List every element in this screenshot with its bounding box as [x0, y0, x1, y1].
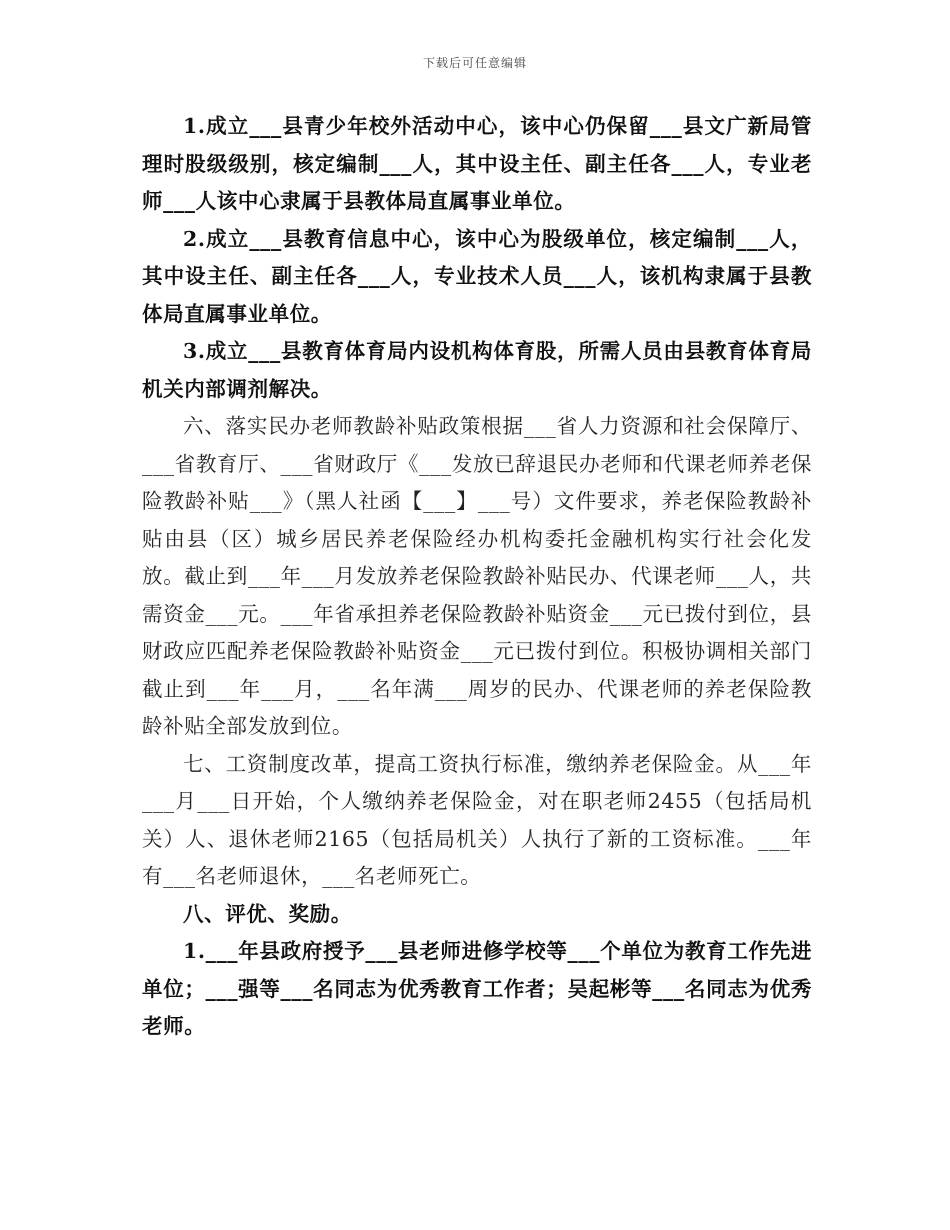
paragraph-section-seven: 七、工资制度改革，提高工资执行标准，缴纳养老保险金。从___年___月___日开始，个人缴纳养老保险金，对在职老师2455（包括局机关）人、退休老师2165（包括局机关）人执行了新的工资标准。___年有___名老师退休，___名老师死亡。: [142, 751, 812, 888]
paragraph-sports-section: 3.成立___县教育体育局内设机构体育股，所需人员由县教育体育局机关内部调剂解决。: [142, 339, 812, 401]
paragraph-section-six: 六、落实民办老师教龄补贴政策根据___省人力资源和社会保障厅、___省教育厅、___省财政厅《___发放已辞退民办老师和代课老师养老保险教龄补贴___》（黑人社函【___】___号）文件要求，养老保险教龄补贴由县（区）城乡居民养老保险经办机构委托金融机构实行社会化发放。截止到___年___月发放养老保险教龄补贴民办、代课老师___人，共需资金___元。___年省承担养老保险教龄补贴资金___元已拨付到位，县财政应匹配养老保险教龄补贴资金___元已拨付到位。积极协调相关部门截止到___年___月，___名年满___周岁的民办、代课老师的养老保险教龄补贴全部发放到位。: [142, 414, 812, 738]
paragraph-awards: 1.___年县政府授予___县老师进修学校等___个单位为教育工作先进单位；___强等___名同志为优秀教育工作者；吴起彬等___名同志为优秀老师。: [142, 939, 812, 1038]
page-header: 下载后可任意编辑: [422, 56, 527, 70]
paragraph-youth-center: 1.成立___县青少年校外活动中心，该中心仍保留___县文广新局管理时股级级别，核定编制___人，其中设主任、副主任各___人，专业老师___人该中心隶属于县教体局直属事业单位。: [142, 114, 812, 213]
section-heading-eight: 八、评优、奖励。: [183, 901, 352, 926]
paragraph-info-center: 2.成立___县教育信息中心，该中心为股级单位，核定编制___人，其中设主任、副主任各___人，专业技术人员___人，该机构隶属于县教体局直属事业单位。: [142, 226, 812, 326]
document-body: [142, 108, 812, 1046]
